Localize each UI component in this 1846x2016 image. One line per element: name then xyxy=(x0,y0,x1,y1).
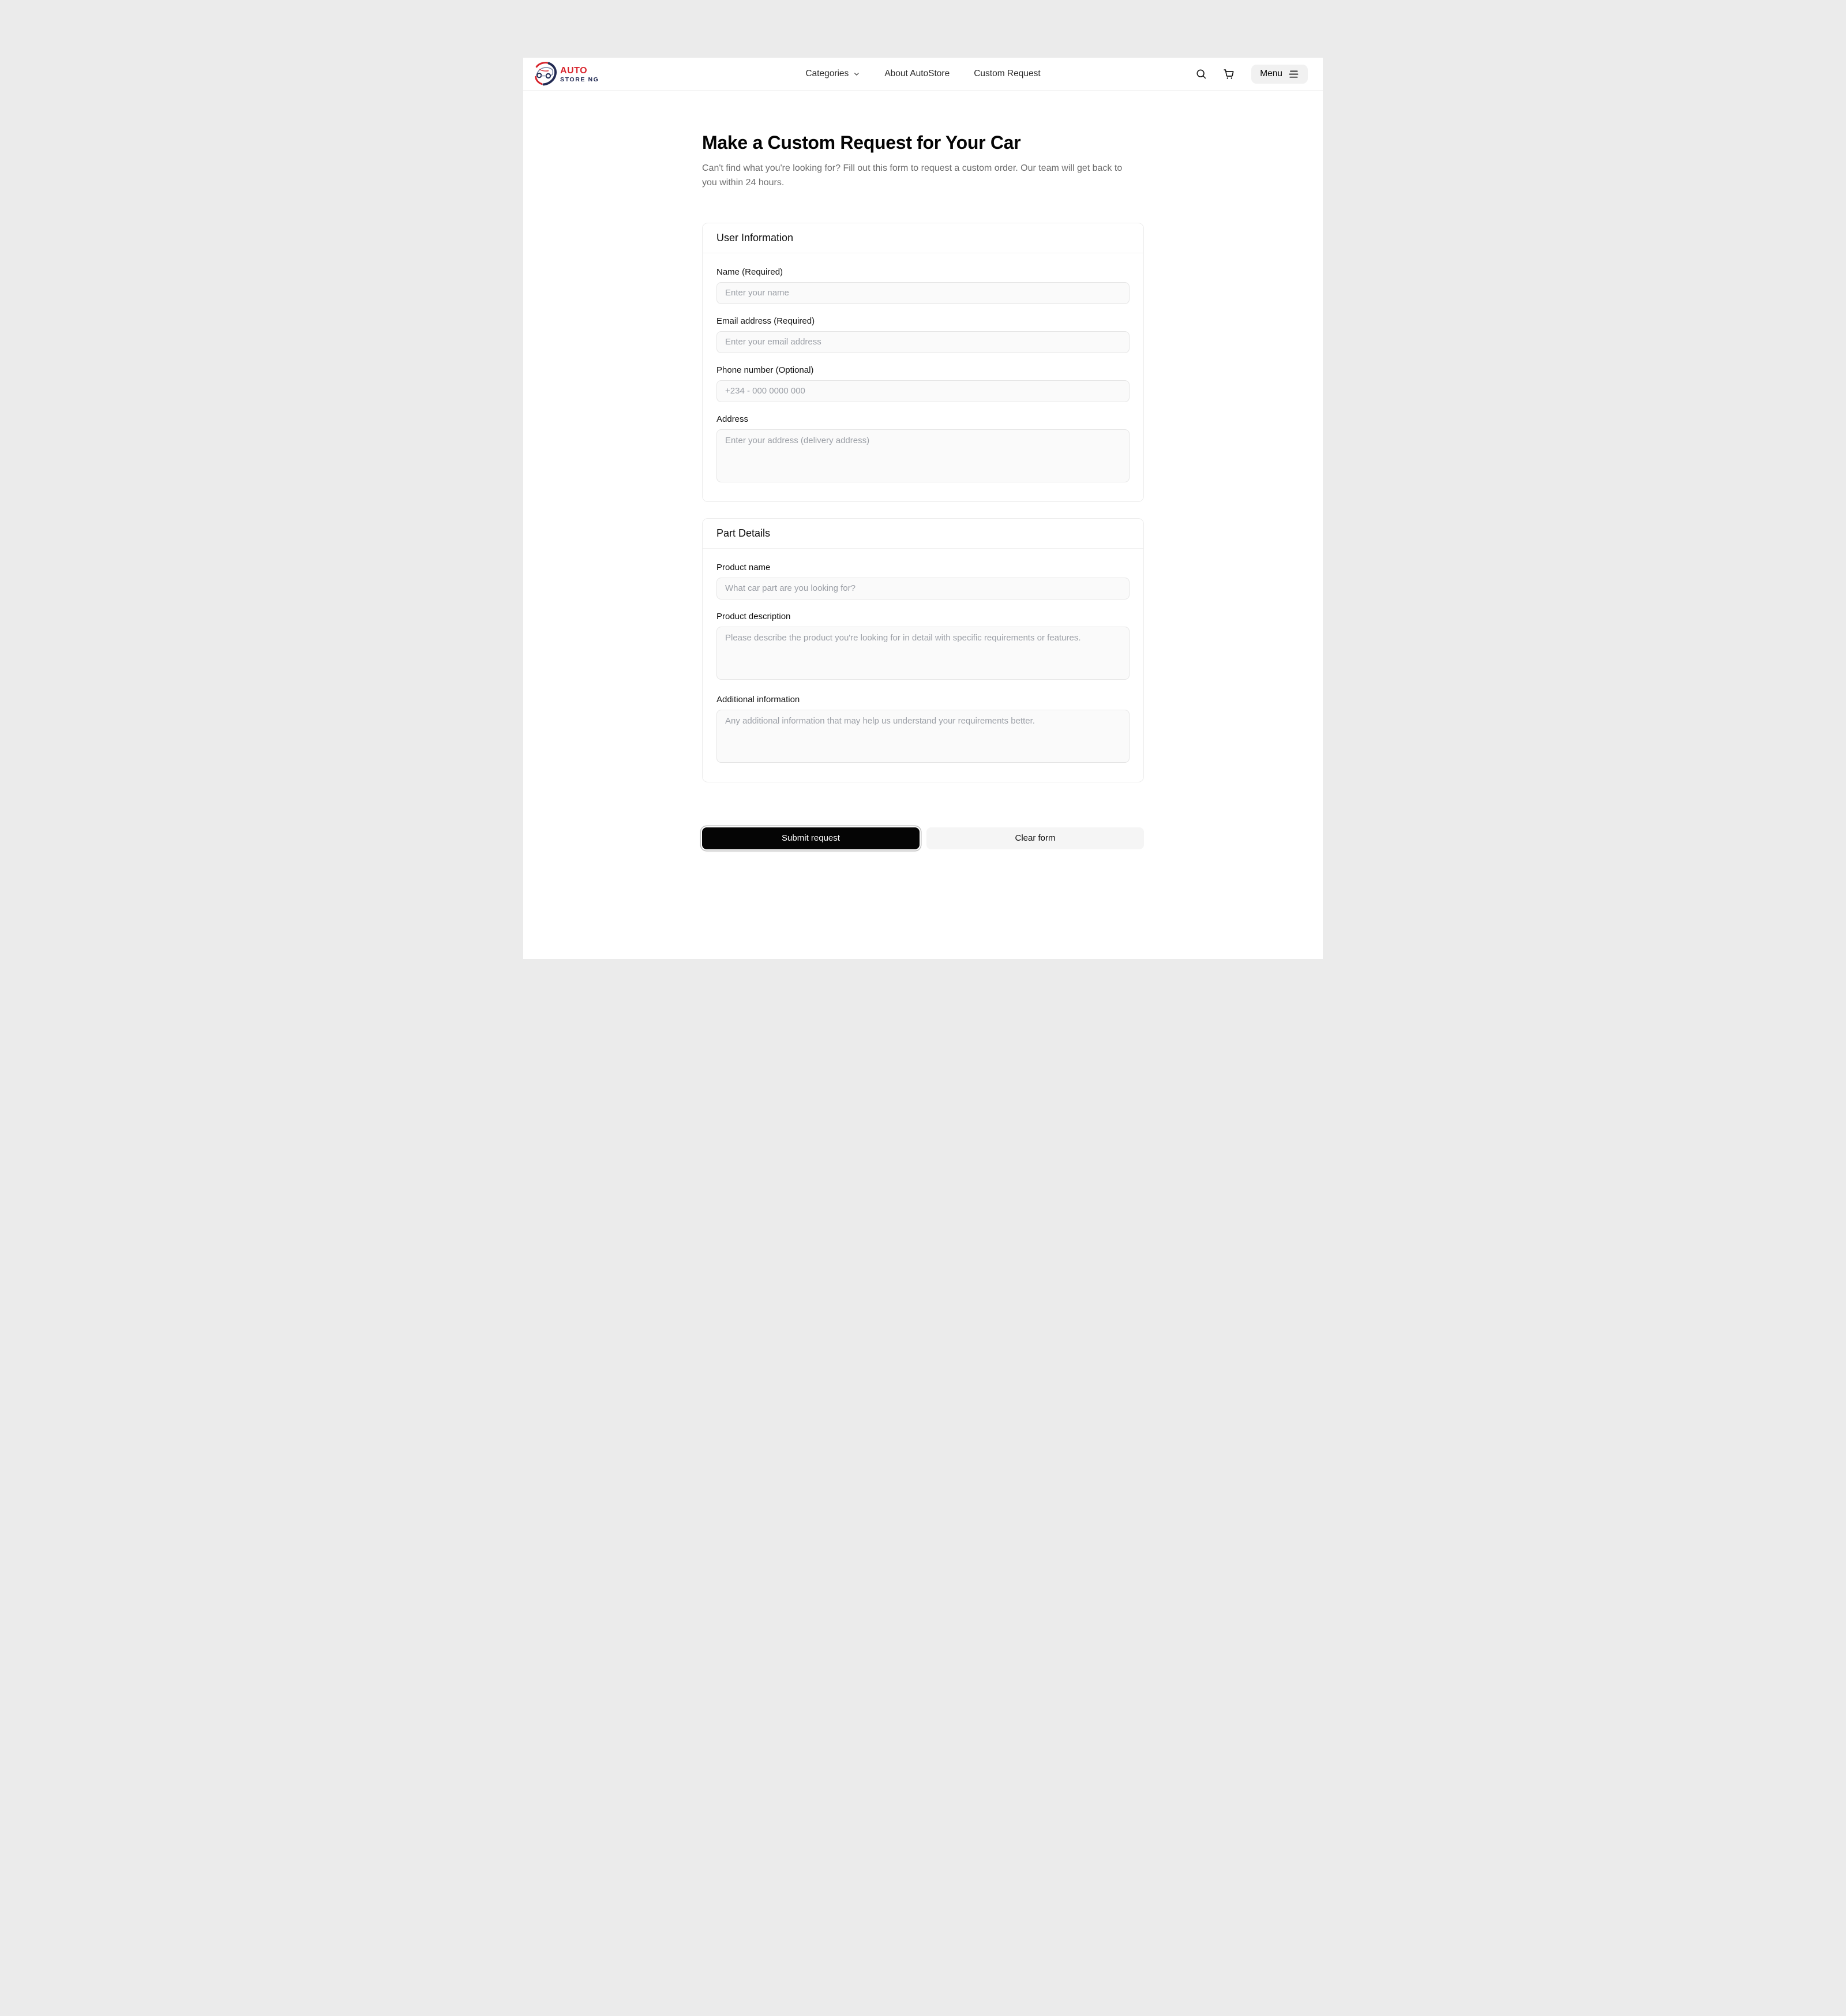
chevron-down-icon xyxy=(853,70,860,78)
hamburger-icon xyxy=(1288,70,1299,78)
search-icon xyxy=(1195,68,1207,80)
part-details-title: Part Details xyxy=(716,527,771,539)
nav-item-about-autostore[interactable] xyxy=(884,69,950,79)
product-name-label: Product name xyxy=(716,562,771,572)
nav-item-about-label: About AutoStore xyxy=(884,69,950,78)
address-label: Address xyxy=(716,414,749,424)
car-swoosh-logo-icon xyxy=(534,62,558,86)
part-details-card xyxy=(702,518,1144,782)
submit-request-button[interactable]: Submit request xyxy=(702,827,920,849)
search-button[interactable] xyxy=(1194,67,1208,81)
logo-line1: AUTO xyxy=(560,65,588,76)
cart-icon xyxy=(1223,68,1235,80)
product-description-textarea[interactable] xyxy=(716,627,1130,680)
user-information-title: User Information xyxy=(716,231,794,243)
nav-item-categories-label: Categories xyxy=(805,69,849,78)
additional-information-label: Additional information xyxy=(716,694,800,705)
phone-label: Phone number (Optional) xyxy=(716,365,814,375)
nav-item-custom-request[interactable] xyxy=(974,69,1040,79)
page-container xyxy=(523,58,1323,959)
header-actions xyxy=(1194,65,1308,84)
main-content xyxy=(702,132,1144,849)
nav-item-custom-request-label: Custom Request xyxy=(974,69,1041,78)
site-header xyxy=(523,58,1323,91)
logo-line2: STORE NG xyxy=(560,76,599,83)
page-title: Make a Custom Request for Your Car xyxy=(702,132,1021,153)
email-field-group xyxy=(716,316,1130,353)
main-nav xyxy=(805,58,1040,90)
additional-information-field-group xyxy=(716,695,1130,766)
name-label: Name (Required) xyxy=(716,267,783,277)
additional-information-textarea[interactable] xyxy=(716,710,1130,763)
email-label: Email address (Required) xyxy=(716,316,815,326)
nav-item-categories[interactable] xyxy=(805,69,860,79)
menu-button[interactable] xyxy=(1251,65,1308,84)
page-subtitle: Can't find what you're looking for? Fill out this form to request a custom order. Our team will get back to you within 24 hours. xyxy=(702,163,1123,188)
phone-input[interactable] xyxy=(716,380,1130,402)
cart-button[interactable] xyxy=(1222,67,1236,81)
name-field-group xyxy=(716,267,1130,304)
product-description-field-group xyxy=(716,612,1130,683)
clear-form-button[interactable]: Clear form xyxy=(926,827,1144,849)
email-input[interactable] xyxy=(716,331,1130,353)
phone-field-group xyxy=(716,365,1130,402)
menu-button-label: Menu xyxy=(1260,69,1282,78)
user-information-card-header xyxy=(703,223,1143,253)
user-information-card-body xyxy=(703,253,1143,501)
product-description-label: Product description xyxy=(716,611,791,621)
user-information-card xyxy=(702,223,1144,502)
logo-wordmark xyxy=(560,66,599,83)
name-input[interactable] xyxy=(716,282,1130,304)
product-name-input[interactable] xyxy=(716,578,1130,599)
form-actions xyxy=(702,827,1144,849)
part-details-card-body xyxy=(703,549,1143,782)
product-name-field-group xyxy=(716,563,1130,599)
address-textarea[interactable] xyxy=(716,429,1130,482)
address-field-group xyxy=(716,414,1130,485)
part-details-card-header xyxy=(703,519,1143,549)
site-logo[interactable] xyxy=(534,62,599,86)
